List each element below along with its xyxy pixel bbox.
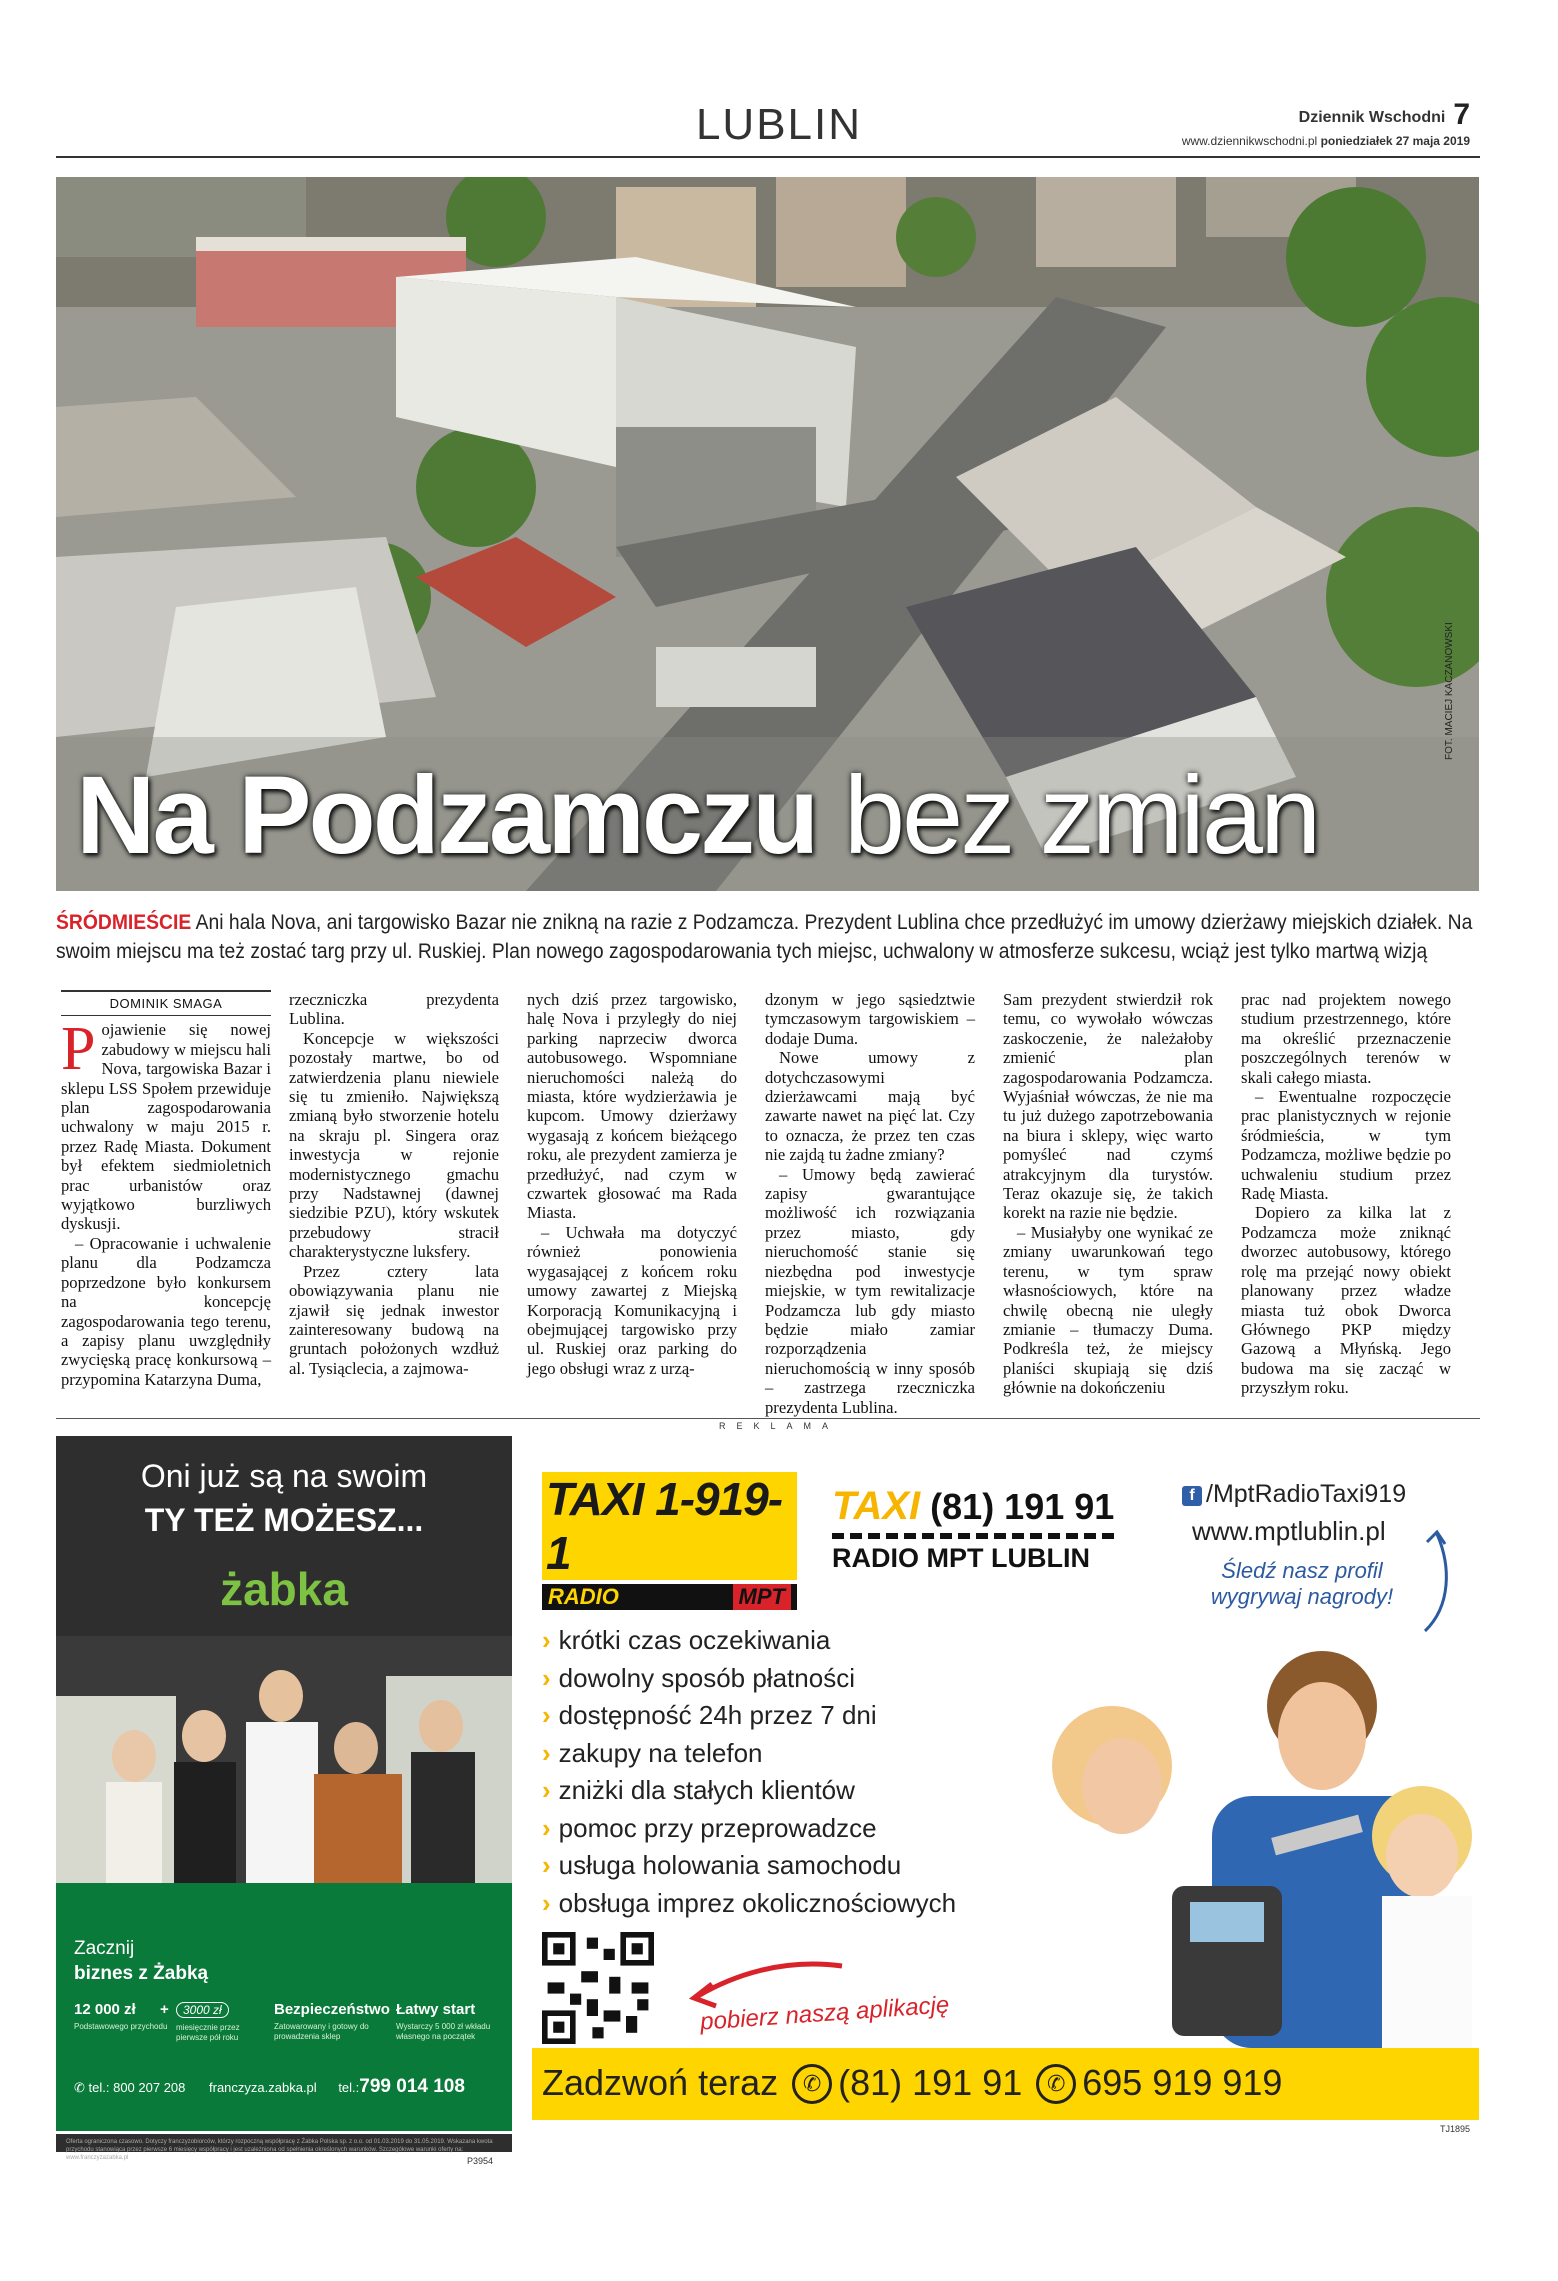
paragraph: ojawienie się nowej zabudowy w miejscu hali Nova, targowiska Bazar i sklepu LSS Społem przewiduje plan zagospodarowania uchwalony w maju 2015 r. przez Radę Miasta. Dokument był efektem siedmioletnich prac urbanistów oraz wyjątkowo burzliwych dyskusji. xyxy=(61,1020,271,1234)
zabka-website[interactable]: franczyza.zabka.pl xyxy=(209,2080,317,2095)
article-column-1 xyxy=(61,990,271,1389)
list-item: › usługa holowania samochodu xyxy=(542,1850,902,1880)
chevron-right-icon: › xyxy=(542,1662,551,1693)
list-item: › pomoc przy przeprowadzce xyxy=(542,1812,877,1843)
zabka-phone-1[interactable]: tel.: 800 207 208 xyxy=(88,2080,186,2095)
chevron-right-icon: › xyxy=(542,1700,551,1730)
taxi-1919-logo xyxy=(542,1472,797,1609)
paragraph: rzeczniczka prezydenta Lublina. xyxy=(289,990,499,1029)
taxi-slogan: Śledź nasz profil wygrywaj nagrody! xyxy=(1210,1558,1394,1609)
taxi-features xyxy=(542,1622,956,1922)
chevron-right-icon: › xyxy=(542,1812,551,1843)
advertising-label: REKLAMA xyxy=(718,1421,839,1431)
drop-cap: P xyxy=(61,1015,96,1084)
paragraph: Nowe umowy z dotychczasowymi dzierżawcami mają być zawarte nawet na pięć lat. Czy to oznacza, że przez ten czas nie zajdą tu żadne zmiany? xyxy=(765,1048,975,1165)
page-number: 7 xyxy=(1453,98,1470,131)
zabka-contact xyxy=(74,2076,504,2098)
list-item: › dostępność 24h przez 7 dni xyxy=(542,1700,877,1730)
newspaper-name: Dziennik Wschodni xyxy=(1298,109,1446,126)
radio-mpt-lublin: RADIO MPT LUBLIN xyxy=(832,1533,1114,1574)
phone-icon: ✆ xyxy=(74,2080,85,2095)
zabka-ad-code: P3954 xyxy=(467,2156,494,2166)
taxi-advertisement[interactable] xyxy=(532,1436,1479,2120)
paragraph: Dopiero za kilka lat z Podzamcza może zniknąć dworzec autobusowy, którego rolę ma przejąć nowy obiekt planowany przez władze miasta tuż obok Dworca Głównego PKP między Gazową a Młyńską. Jego budowa ma się zacząć w przyszłym roku. xyxy=(1241,1203,1451,1398)
radio-mpt-logo xyxy=(832,1484,1114,1574)
zabka-disclaimer: Oferta ograniczona czasowo. Dotyczy franczyzobiorców, którzy rozpoczną współpracę z Żabka Polska sp. z o.o. od 01.03.2019 do 31.05.2019. Wskazana kwota przychodu stanowiąca przez pierwsze 6 miesięcy współpracy i jest uzależniona od spełnienia określonych warunków. Szczegółowe warunki oferty na: www.franczyzazabka.pl xyxy=(56,2134,512,2152)
paragraph: Przez cztery lata obowiązywania planu nie zjawił się jednak inwestor zainteresowany budową na gruntach położonych wzdłuż al. Tysiąclecia, a zajmowa- xyxy=(289,1261,499,1378)
facebook-icon: f xyxy=(1182,1486,1202,1506)
list-item: › zniżki dla stałych klientów xyxy=(542,1775,855,1805)
benefit-bonus: 3000 zł miesięcznie przez pierwsze pół roku xyxy=(176,2003,240,2042)
taxi-logo-number: TAXI 1-919-1 xyxy=(542,1472,797,1580)
article-column-4 xyxy=(765,990,975,1417)
header-rule xyxy=(56,156,1480,158)
article-headline xyxy=(76,752,1318,879)
taxi-call-now xyxy=(542,2062,1282,2104)
qr-code[interactable] xyxy=(542,1932,654,2044)
article-kicker: ŚRÓDMIEŚCIE xyxy=(56,911,192,934)
family-illustration xyxy=(1032,1646,1479,2048)
download-app-label[interactable]: pobierz naszą aplikację xyxy=(699,1991,951,2036)
headline-bold-part: Na Podzamczu xyxy=(76,754,817,877)
article-bottom-rule xyxy=(56,1418,1480,1419)
benefit-security: Bezpieczeństwo Zatowarowany i gotowy do prowadzenia sklep xyxy=(274,2001,390,2041)
page-header-info xyxy=(1182,98,1470,148)
paragraph: – Umowy będą zawierać zapisy gwarantujące możliwość ich rozwiązania przez miasto, gdy nieruchomość stanie się niezbędna pod inwestycje miejskie, w tym rewitalizacje Podzamcza lub gdy miasto będzie miało zamiar rozporządzenia nieruchomością w inny sposób – zastrzega rzeczniczka prezydenta Lublina. xyxy=(765,1164,975,1417)
taxi-logo-radio: MPT RADIO xyxy=(542,1584,797,1610)
taxi-phone-logo: (81) 191 91 xyxy=(930,1486,1115,1527)
article-column-2 xyxy=(289,990,499,1378)
paragraph: – Ewentualne rozpoczęcie prac planistycznych w rejonie śródmieścia, w tym Podzamcza, możliwe będzie po uchwaleniu studium przez Radę Miasta. xyxy=(1241,1087,1451,1204)
paragraph: prac nad projektem nowego studium przestrzennego, które ma określić przeznaczenie poszczególnych terenów w skali całego miasta. xyxy=(1241,990,1451,1087)
taxi-website[interactable]: www.mptlublin.pl xyxy=(1192,1516,1386,1546)
zabka-cta-line1: Zacznij xyxy=(74,1938,135,1959)
taxi-ad-code: TJ1895 xyxy=(1440,2124,1471,2134)
phone-icon: ✆ xyxy=(1036,2064,1076,2104)
chevron-right-icon: › xyxy=(542,1737,551,1768)
chevron-right-icon: › xyxy=(542,1850,551,1880)
zabka-advertisement[interactable] xyxy=(56,1436,512,2131)
issue-date: poniedziałek 27 maja 2019 xyxy=(1320,134,1470,148)
paragraph: – Musiałyby one wynikać ze zmiany uwarunkowań tego terenu, w tym spraw własnościowych, które na chwilę obecną nie uległy zmianie – tłumaczy Duma. Podkreśla też, że miejscy planiści skupiają się dziś głównie na dokończeniu xyxy=(1003,1222,1213,1398)
zabka-team-photo xyxy=(56,1636,512,1886)
article-column-5 xyxy=(1003,990,1213,1398)
zabka-phone-2[interactable]: 799 014 108 xyxy=(359,2076,465,2097)
taxi-phone-2[interactable]: 695 919 919 xyxy=(1082,2062,1283,2103)
article-column-3 xyxy=(527,990,737,1378)
photo-credit: FOT. MACIEJ KACZANOWSKI xyxy=(1444,622,1455,760)
list-item: › obsługa imprez okolicznościowych xyxy=(542,1887,957,1918)
zabka-phone-2-label: tel.: xyxy=(338,2080,360,2095)
benefit-income: 12 000 zł Podstawowego przychodu xyxy=(74,2001,168,2031)
benefit-easy-start: Łatwy start Wystarczy 5 000 zł wkładu własnego na początek xyxy=(396,2001,491,2041)
call-now-label: Zadzwoń teraz xyxy=(542,2062,779,2103)
article-column-6 xyxy=(1241,990,1451,1398)
byline: DOMINIK SMAGA xyxy=(61,990,271,1016)
lead-text: Ani hala Nova, ani targowisko Bazar nie znikną na razie z Podzamcza. Prezydent Lublina chce przedłużyć im umowy dzierżawy miejskich działek. Na swoim miejscu ma też zostać targ przy ul. Ruskiej. Plan nowego zagospodarowania tych miejsc, uchwalony w atmosferze sukcesu, wciąż jest tylko martwą wizją xyxy=(56,911,1473,963)
taxi-logo-mpt: MPT xyxy=(733,1584,791,1610)
taxi-phone-1[interactable]: (81) 191 91 xyxy=(838,2062,1023,2103)
zabka-headline-1: Oni już są na swoim xyxy=(140,1458,428,1494)
paragraph: – Opracowanie i uchwalenie planu dla Podzamcza poprzedzone było konkursem na koncepcję zagospodarowania tego terenu, a zapisy planu uwzględniły zwycięską pracę konkursową – przypomina Katarzyna Duma, xyxy=(61,1233,271,1389)
list-item: › krótki czas oczekiwania xyxy=(542,1625,831,1655)
taxi-facebook[interactable]: f /MptRadioTaxi919 xyxy=(1182,1480,1406,1509)
section-title: LUBLIN xyxy=(695,100,863,149)
chevron-right-icon: › xyxy=(542,1887,551,1918)
article-lead xyxy=(56,908,1480,966)
zabka-logo: żabka xyxy=(220,1563,348,1615)
curved-arrow-icon xyxy=(1417,1526,1457,1636)
chevron-right-icon: › xyxy=(542,1625,551,1655)
paragraph: Koncepcje w większości pozostały martwe, bo od zatwierdzenia planu niewiele się tu zmieniło. Największą zmianą było stworzenie hotelu na skraju pl. Singera oraz inwestycja w rejonie modernistycznego gmachu przy Nadstawnej (dawnej siedzibie PZU), który wskutek przebudowy stracił charakterystyczne luksfery. xyxy=(289,1028,499,1262)
paragraph: nych dziś przez targowisko, halę Nova i przyległy do niej parking naprzeciw dworca autobusowego. Wspomniane nieruchomości należą do miasta, które wydzierżawia je kupcom. Umowy dzierżawy wygasają z końcem bieżącego roku, ale prezydent zamierza je przedłużyć, nad czym w czwartek głosować ma Rada Miasta. xyxy=(527,990,737,1223)
zabka-headline-2: TY TEŻ MOŻESZ... xyxy=(144,1502,424,1538)
headline-regular-part: bez zmian xyxy=(843,754,1319,877)
paragraph: – Uchwała ma dotyczyć również ponowienia wygasającej z końcem roku umowy zawartej z Miejską Korporacją Komunikacyjną i obejmującej targowisko przy ul. Ruskiej oraz parking do jego obsługi wraz z urzą- xyxy=(527,1222,737,1378)
phone-icon: ✆ xyxy=(792,2064,832,2104)
benefit-plus: + xyxy=(160,2001,169,2018)
taxi-wordmark: TAXI xyxy=(832,1484,921,1528)
chevron-right-icon: › xyxy=(542,1775,551,1805)
paragraph: dzonym w jego sąsiedztwie tymczasowym targowiskiem – dodaje Duma. xyxy=(765,990,975,1048)
list-item: › zakupy na telefon xyxy=(542,1737,763,1768)
newspaper-website[interactable]: www.dziennikwschodni.pl xyxy=(1181,134,1318,148)
paragraph: Sam prezydent stwierdził rok temu, co wywołało wówczas zaskoczenie, że należałoby zmienić plan zagospodarowania Podzamcza. Wyjaśniał wówczas, że nie ma tu już dużego zapotrzebowania na biura i sklepy, więc warto pomyśleć nad czymś atrakcyjnym dla turystów. Teraz okazuje się, że takich korekt na razie nie będzie. xyxy=(1003,990,1213,1223)
zabka-cta-line2: biznes z Żabką xyxy=(74,1963,209,1984)
zabka-cta xyxy=(74,1936,208,1986)
list-item: › dowolny sposób płatności xyxy=(542,1662,855,1693)
